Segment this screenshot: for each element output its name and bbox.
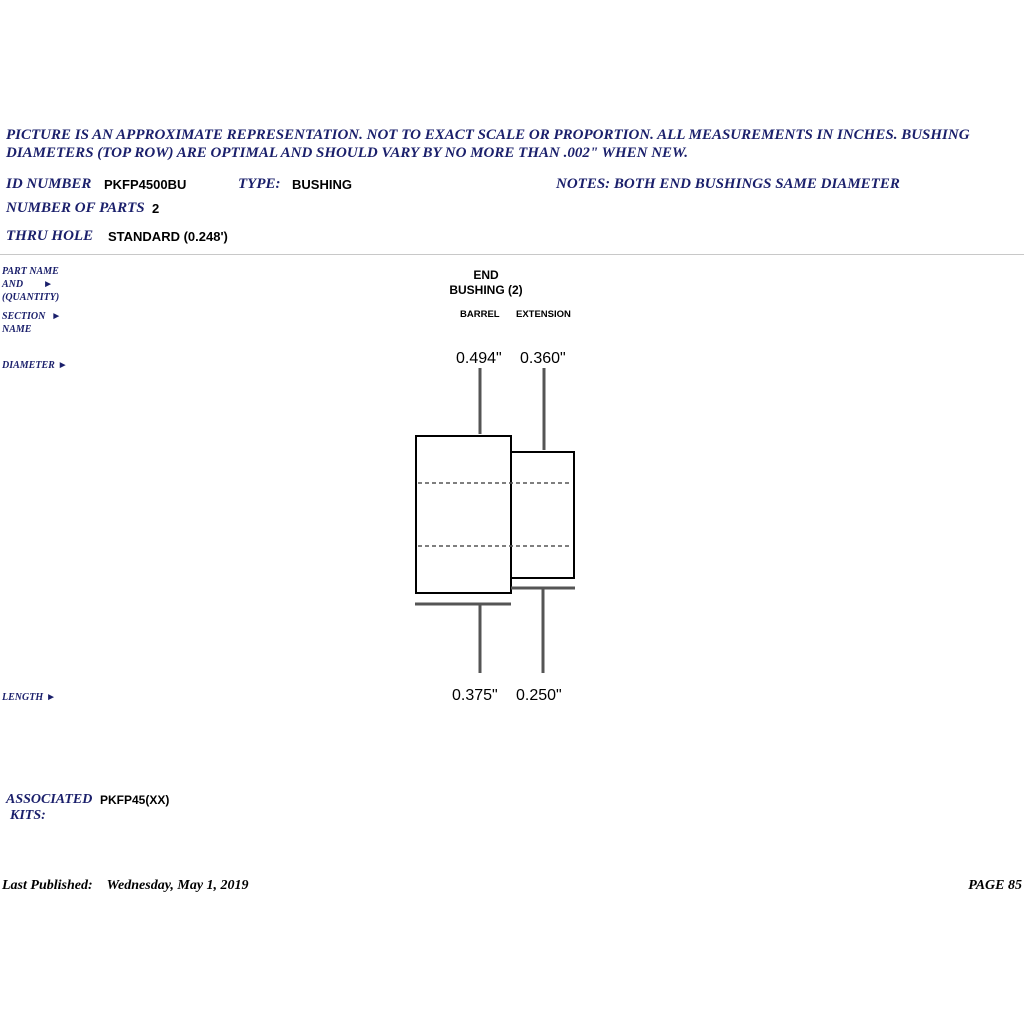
thru-hole-value: STANDARD (0.248') [108, 229, 228, 244]
notes-text: NOTES: BOTH END BUSHINGS SAME DIAMETER [556, 176, 900, 192]
barrel-diameter: 0.494" [456, 350, 502, 367]
section-name-label: SECTION ► NAME [2, 311, 62, 335]
last-published: Last Published: Wednesday, May 1, 2019 [2, 878, 249, 893]
thru-hole-label: THRU HOLE [6, 228, 94, 244]
arrow-right-icon: ► [46, 692, 57, 703]
number-of-parts-value: 2 [152, 201, 160, 216]
barrel-length: 0.375" [452, 687, 498, 704]
id-number-value: PKFP4500BU [104, 177, 187, 192]
section-name-barrel: BARREL [460, 309, 500, 320]
extension-diameter: 0.360" [520, 350, 566, 367]
extension-length: 0.250" [516, 687, 562, 704]
page-number: PAGE 85 [968, 878, 1022, 893]
arrow-right-icon: ► [51, 311, 62, 322]
type-label: TYPE: [238, 176, 281, 192]
number-of-parts-label: NUMBER OF PARTS [6, 200, 145, 216]
associated-kits-label: ASSOCIATED KITS: [6, 792, 93, 823]
diameter-row-label: DIAMETER ► [2, 360, 68, 371]
arrow-right-icon: ► [43, 279, 54, 290]
type-value: BUSHING [292, 177, 352, 192]
part-name-heading: END BUSHING (2) [449, 268, 523, 297]
associated-kits-value: PKFP45(XX) [100, 793, 170, 807]
arrow-right-icon: ► [57, 360, 68, 371]
length-row-label: LENGTH ► [2, 692, 57, 703]
id-number-label: ID NUMBER [6, 176, 92, 192]
barrel-section [416, 436, 511, 593]
extension-section [511, 452, 574, 578]
disclaimer-text: PICTURE IS AN APPROXIMATE REPRESENTATION. NOT TO EXACT SCALE OR PROPORTION. ALL MEASUREMENTS IN INCHES. BUSHING DIAMETERS (TOP ROW) ARE OPTIMAL AND SHOULD VARY BY NO MORE THAN .002" WHEN NEW. [6, 127, 970, 161]
section-name-extension: EXTENSION [516, 309, 571, 320]
part-name-label: PART NAME AND ► (QUANTITY) [2, 266, 60, 303]
